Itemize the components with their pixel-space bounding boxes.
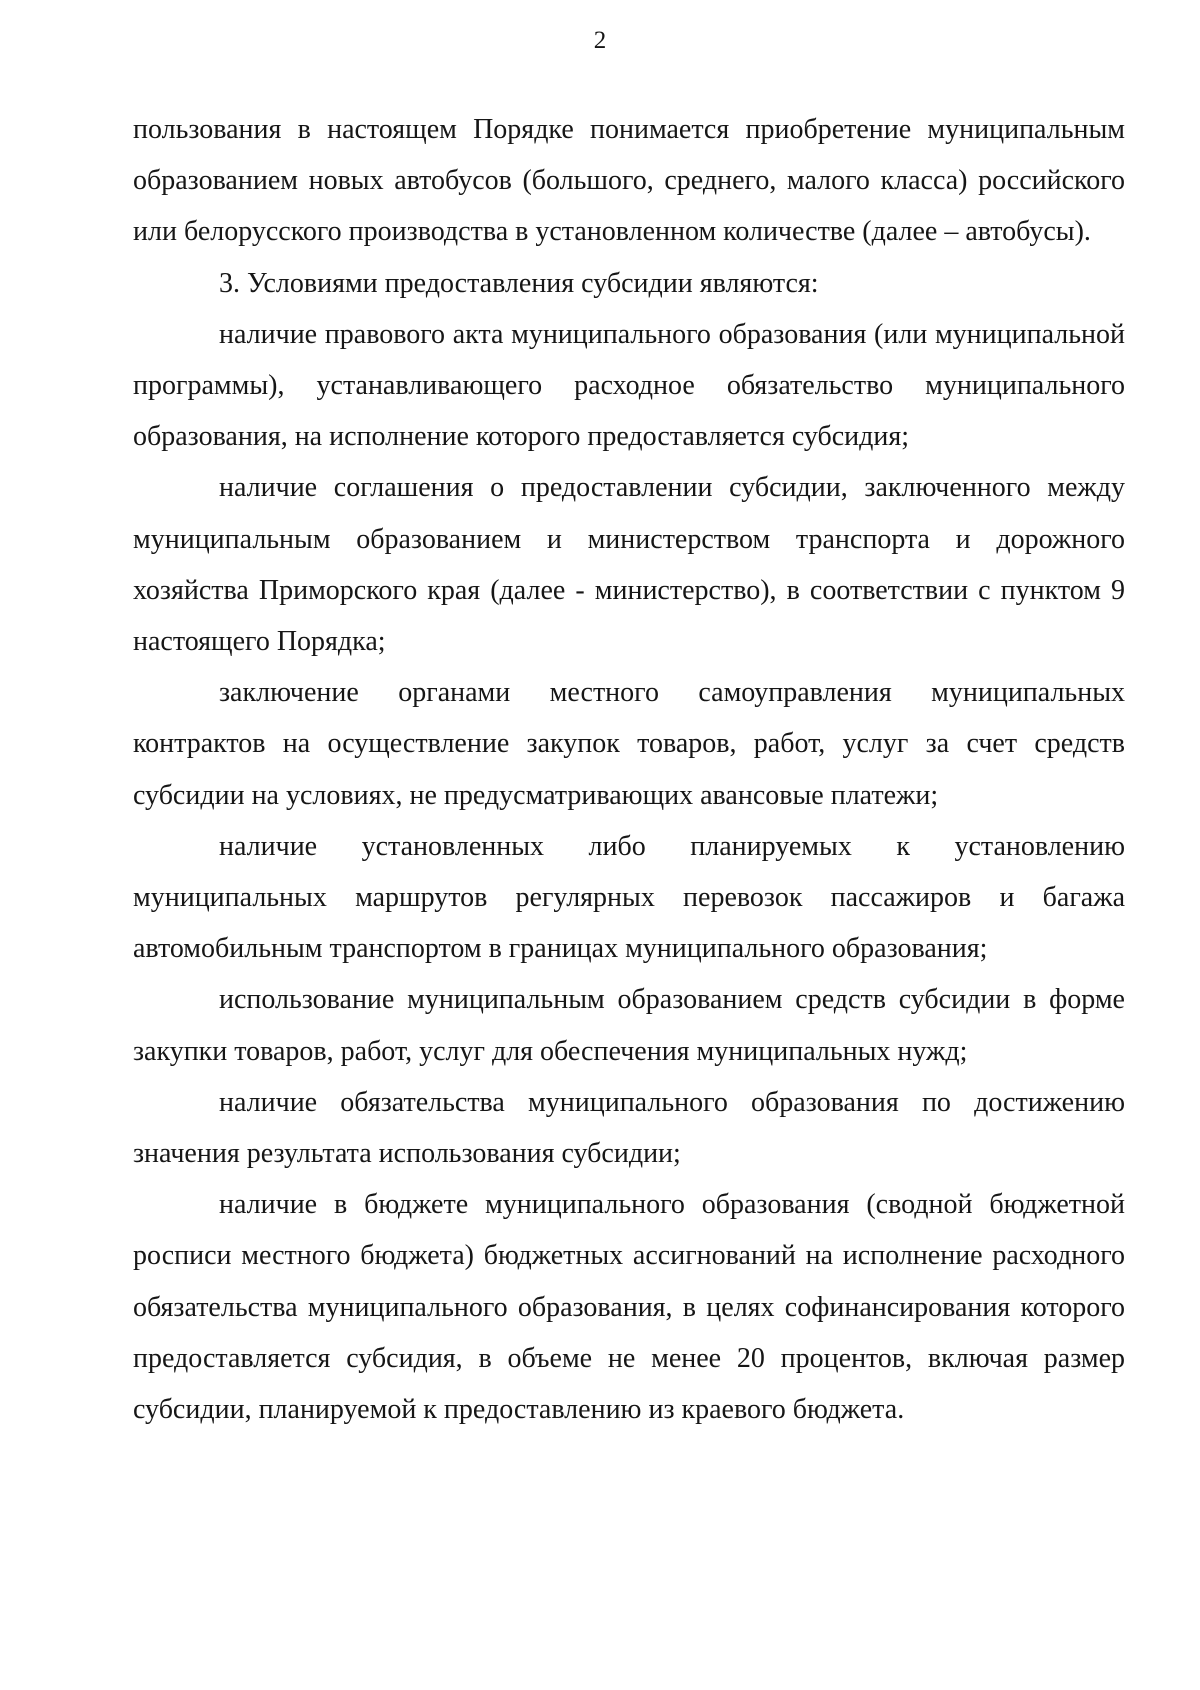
paragraph-condition-procurement: использование муниципальным образованием средств субсидии в форме закупки товаров, работ, услуг для обеспечения муниципальных нужд; [133,984,1125,1067]
paragraph-continuation: пользования в настоящем Порядке понимается приобретение муниципальным образованием новых автобусов (большого, среднего, малого класса) российского или белорусского производства в установленном количестве (далее – автобусы). [133,114,1125,248]
page-number: 2 [593,27,607,54]
paragraph-condition-contracts: заключение органами местного самоуправления муниципальных контрактов на осуществление закупок товаров, работ, услуг за счет средств субсидии на условиях, не предусматривающих авансовые платежи; [133,677,1125,811]
paragraph-condition-agreement: наличие соглашения о предоставлении субсидии, заключенного между муниципальным образованием и министерством транспорта и дорожного хозяйства Приморского края (далее - министерство), в соответствии с пунктом 9 настоящего Порядка; [133,472,1125,658]
paragraph-condition-budget: наличие в бюджете муниципального образования (сводной бюджетной росписи местного бюджета) бюджетных ассигнований на исполнение расходного обязательства муниципального образования, в целях софинансирования которого предоставляется субсидия, в объеме не менее 20 процентов, включая размер субсидии, планируемой к предоставлению из краевого бюджета. [133,1189,1125,1426]
paragraph-condition-legal-act: наличие правового акта муниципального образования (или муниципальной программы), устанавливающего расходное обязательство муниципального образования, на исполнение которого предоставляется субсидия; [133,318,1125,453]
paragraph-condition-routes: наличие установленных либо планируемых к установлению муниципальных маршрутов регулярных перевозок пассажиров и багажа автомобильным транспортом в границах муниципального образования; [133,830,1125,965]
document-body [133,104,1125,1435]
paragraph-condition-obligation: наличие обязательства муниципального образования по достижению значения результата использования субсидии; [133,1086,1125,1170]
paragraph-section-3-heading: 3. Условиями предоставления субсидии являются: [219,267,819,299]
